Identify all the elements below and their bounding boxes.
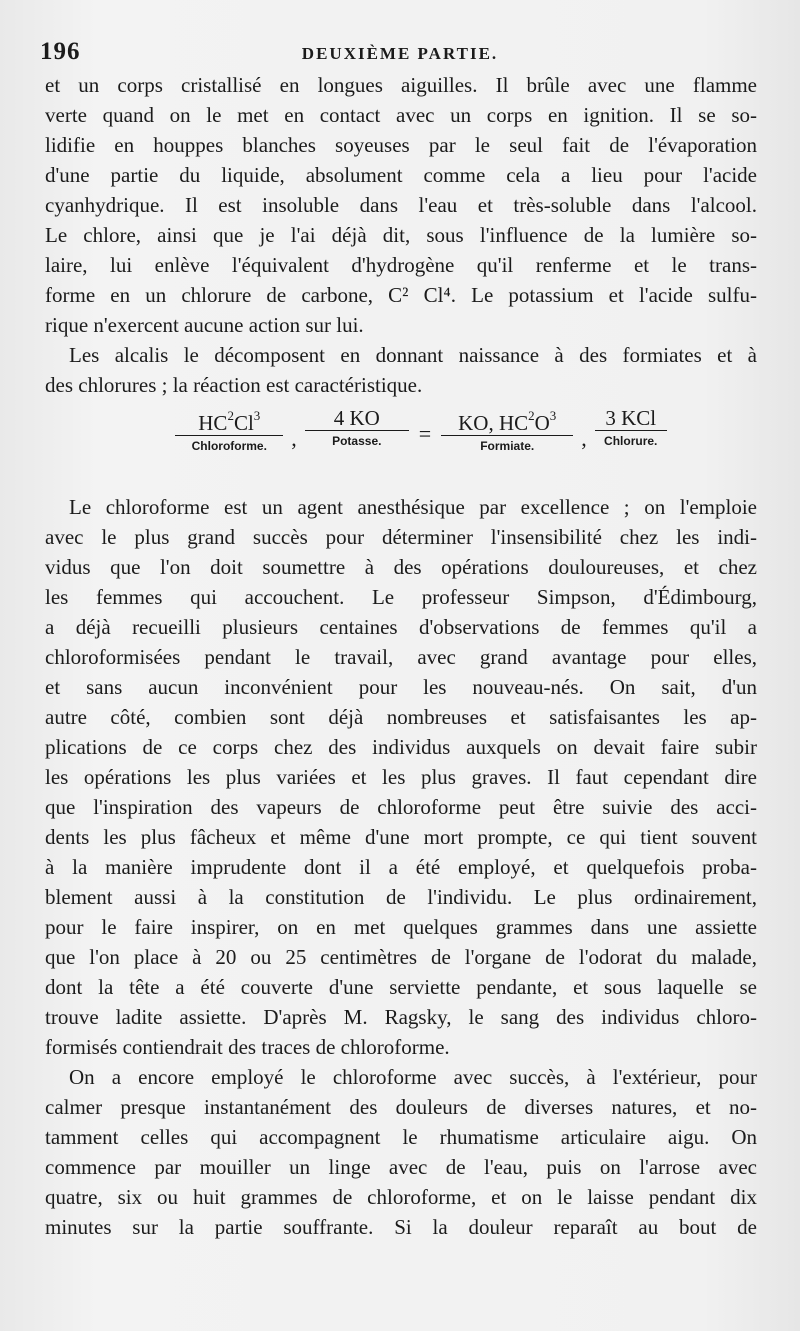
formula-label: Chloroforme.: [191, 439, 267, 453]
equation-term-formate: [441, 406, 573, 454]
formula: 3 KCl: [605, 406, 657, 430]
text-line: autre côté, combien sont déjà nombreuses et satisfaisantes les ap-: [45, 705, 757, 729]
text-line: à la manière imprudente dont il a été employé, et quelquefois proba-: [45, 855, 757, 879]
text-line: dont la tête a été couverte d'une serviette pendante, et sous laquelle se: [45, 975, 757, 999]
text-line: que l'inspiration des vapeurs de chloroforme peut être suivie des acci-: [45, 795, 757, 819]
text-line: vidus que l'on doit soumettre à des opérations douloureuses, et chez: [45, 555, 757, 579]
text-line: avec le plus grand succès pour déterminer l'insensibilité chez les indi-: [45, 525, 757, 549]
chemical-equation: [85, 400, 757, 492]
running-head: DEUXIÈME PARTIE.: [301, 44, 499, 63]
equation-comma: ,: [291, 426, 297, 451]
text-line: pour le faire inspirer, on en met quelques grammes dans une assiette: [45, 915, 757, 939]
text-line: les femmes qui accouchent. Le professeur Simpson, d'Édimbourg,: [45, 585, 757, 609]
text-line: chloroformisées pendant le travail, avec grand avantage pour elles,: [45, 645, 757, 669]
equation-comma: ,: [581, 426, 587, 451]
text-line: forme en un chlorure de carbone, C² Cl⁴. Le potassium et l'acide sulfu-: [45, 283, 757, 307]
text-line: les opérations les plus variées et les plus graves. Il faut cependant dire: [45, 765, 757, 789]
text-line: blement aussi à la constitution de l'individu. Le plus ordinairement,: [45, 885, 757, 909]
text-line: plications de ce corps chez des individus auxquels on devait faire subir: [45, 735, 757, 759]
formula: $HC^2Cl^3$: [198, 408, 261, 435]
page-header: [40, 38, 760, 68]
text-line: a déjà recueilli plusieurs centaines d'observations de femmes qu'il a: [45, 615, 757, 639]
paragraph-1: [45, 70, 757, 340]
text-line: calmer presque instantanément des douleurs de diverses natures, et no-: [45, 1095, 757, 1119]
equation-term-chloroform: [175, 406, 283, 454]
text-line: trouve ladite assiette. D'après M. Ragsky, le sang des individus chloro-: [45, 1005, 757, 1029]
text-line: dents les plus fâcheux et même d'une mort prompte, ce qui tient souvent: [45, 825, 757, 849]
formula: 4 KO: [333, 406, 380, 430]
paragraph-3: [45, 492, 757, 1062]
text-line: rique n'exercent aucune action sur lui.: [45, 313, 364, 337]
text-line: laire, lui enlève l'équivalent d'hydrogène qu'il renferme et le trans-: [45, 253, 757, 277]
text-line: des chlorures ; la réaction est caractéristique.: [45, 373, 423, 397]
text-line: Le chloroforme est un agent anesthésique par excellence ; on l'emploie: [69, 495, 757, 519]
body-text: [45, 70, 757, 1242]
formula-label: Chlorure.: [604, 434, 658, 448]
text-line: cyanhydrique. Il est insoluble dans l'eau et très-soluble dans l'alcool.: [45, 193, 757, 217]
formula-label: Potasse.: [332, 434, 382, 448]
paragraph-4: [45, 1062, 757, 1242]
text-line: commence par mouiller un linge avec de l'eau, puis on l'arrose avec: [45, 1155, 757, 1179]
equation-term-chloride: [595, 406, 667, 449]
text-line: et un corps cristallisé en longues aiguilles. Il brûle avec une flamme: [45, 73, 757, 97]
equation-term-potash: [305, 406, 409, 449]
formula-label: Formiate.: [480, 439, 535, 453]
text-line: et sans aucun inconvénient pour les nouveau-nés. On sait, d'un: [45, 675, 757, 699]
text-line: verte quand on le met en contact avec un corps en ignition. Il se so-: [45, 103, 757, 127]
text-line: tamment celles qui accompagnent le rhumatisme articulaire aigu. On: [45, 1125, 757, 1149]
text-line: On a encore employé le chloroforme avec succès, à l'extérieur, pour: [69, 1065, 757, 1089]
text-line: Les alcalis le décomposent en donnant naissance à des formiates et à: [69, 343, 757, 367]
text-line: d'une partie du liquide, absolument comme cela a lieu pour l'acide: [45, 163, 757, 187]
text-line: minutes sur la partie souffrante. Si la douleur reparaît au bout de: [45, 1215, 757, 1239]
page-number: 196: [40, 38, 81, 65]
equals-sign: =: [418, 421, 432, 446]
text-line: lidifie en houppes blanches soyeuses par le seul fait de l'évaporation: [45, 133, 757, 157]
text-line: que l'on place à 20 ou 25 centimètres de l'organe de l'odorat du malade,: [45, 945, 757, 969]
paragraph-2: [45, 340, 757, 400]
formula: KO, $HC^2O^3$: [458, 408, 557, 435]
text-line: quatre, six ou huit grammes de chloroforme, et on le laisse pendant dix: [45, 1185, 757, 1209]
text-line: formisés contiendrait des traces de chloroforme.: [45, 1035, 450, 1059]
text-line: Le chlore, ainsi que je l'ai déjà dit, sous l'influence de la lumière so-: [45, 223, 757, 247]
